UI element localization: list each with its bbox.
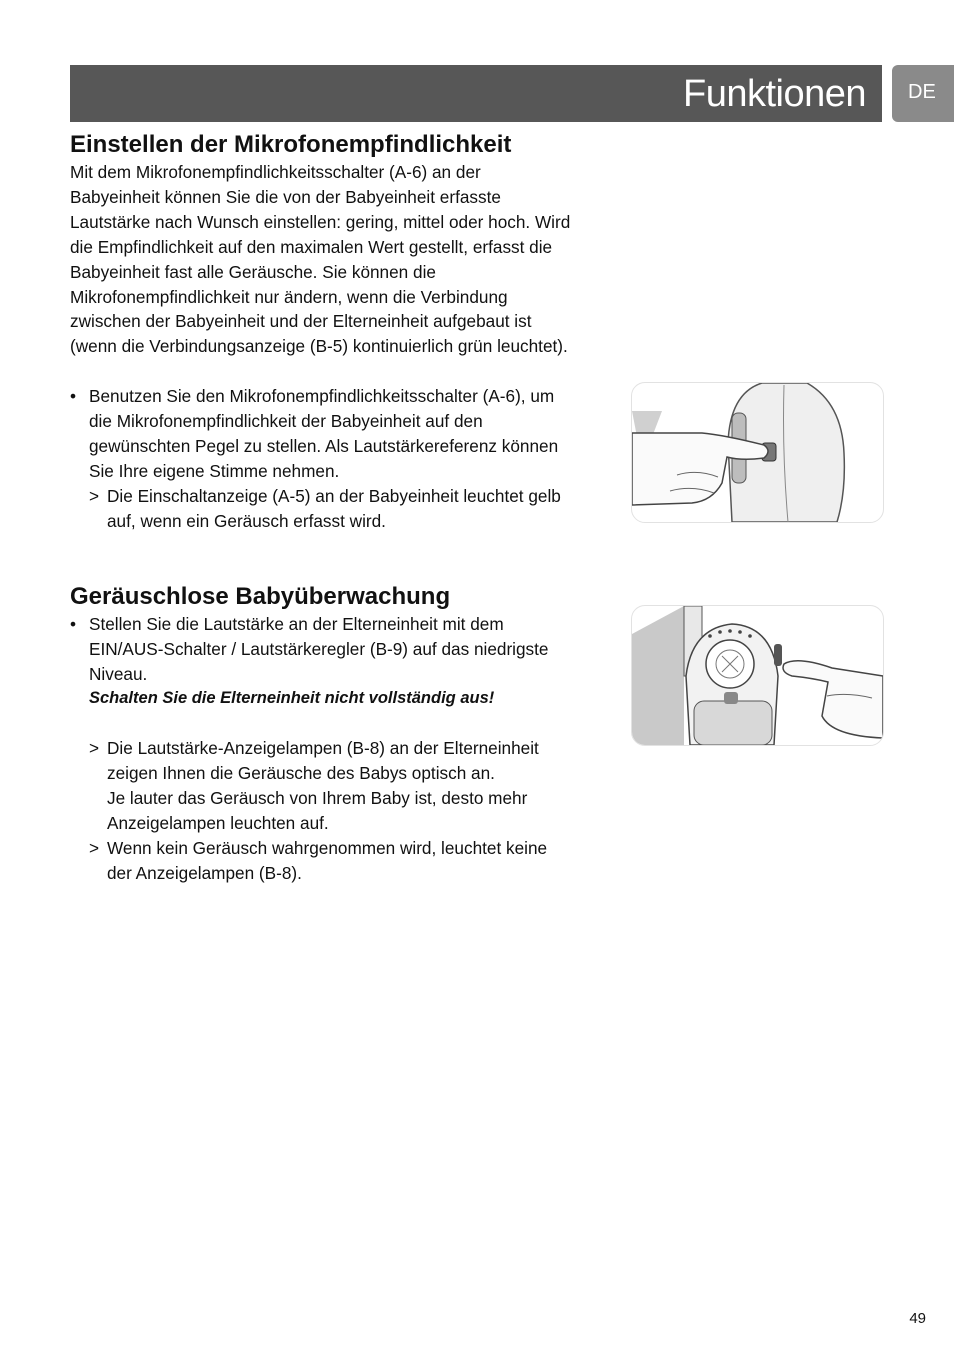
text-line: Mikrofonempfindlichkeit nur ändern, wenn die Verbindung (70, 286, 508, 307)
text-line: zeigen Ihnen die Geräusche des Babys optisch an. (107, 763, 495, 784)
section1-paragraph (70, 160, 615, 359)
section1-bullet (70, 384, 615, 484)
text-line: Sie Ihre eigene Stimme nehmen. (89, 460, 340, 481)
section2-result-1 (70, 736, 615, 836)
text-line: Mit dem Mikrofonempfindlichkeitsschalter (A-6) an der (70, 162, 481, 182)
section2-result-2 (70, 836, 615, 886)
text-line: Je lauter das Geräusch von Ihrem Baby ist, desto mehr (107, 788, 528, 809)
illustration-baby-unit-switch (631, 382, 884, 523)
warning-text: Schalten Sie die Elterneinheit nicht vollständig aus! (89, 689, 495, 708)
text-line: Lautstärke nach Wunsch einstellen: gering, mittel oder hoch. Wird (70, 211, 571, 232)
text-line: Wenn kein Geräusch wahrgenommen wird, leuchtet keine (107, 837, 548, 858)
page-title: Funktionen (682, 73, 866, 115)
bullet-symbol: • (70, 613, 77, 634)
arrow-symbol: > (89, 837, 100, 858)
section1-heading: Einstellen der Mikrofonempfindlichkeit (70, 131, 512, 158)
header-bar (70, 65, 882, 122)
text-line: Babyeinheit können Sie die von der Babyeinheit erfasste (70, 186, 501, 207)
text-line: Die Einschaltanzeige (A-5) an der Babyeinheit leuchtet gelb (107, 485, 561, 506)
text-line: Die Lautstärke-Anzeigelampen (B-8) an der Elterneinheit (107, 738, 539, 759)
section1-result (70, 484, 615, 534)
text-line: der Anzeigelampen (B-8). (107, 862, 302, 883)
illustration-parent-unit-volume (631, 605, 884, 746)
arrow-symbol: > (89, 485, 100, 506)
bullet-symbol: • (70, 386, 77, 407)
content-column (70, 126, 615, 886)
baby-unit-drawing (632, 383, 883, 522)
section2-heading: Geräuschlose Babyüberwachung (70, 582, 451, 610)
text-line: die Mikrofonempfindlichkeit der Babyeinheit auf den (89, 411, 483, 432)
arrow-symbol: > (89, 738, 100, 759)
language-tab (892, 65, 954, 122)
text-line: Niveau. (89, 663, 148, 684)
text-line: EIN/AUS-Schalter / Lautstärkeregler (B-9) auf das niedrigste (89, 638, 549, 659)
text-line: Stellen Sie die Lautstärke an der Elterneinheit mit dem (89, 613, 504, 634)
text-line: zwischen der Babyeinheit und der Elterneinheit aufgebaut ist (70, 311, 532, 332)
language-label: DE (908, 81, 936, 103)
text-line: (wenn die Verbindungsanzeige (B-5) kontinuierlich grün leuchtet). (70, 336, 568, 357)
text-line: Anzeigelampen leuchten auf. (107, 813, 329, 834)
section2-bullet (70, 612, 615, 687)
text-line: die Empfindlichkeit auf den maximalen Wert gestellt, erfasst die (70, 236, 553, 257)
page-number: 49 (909, 1310, 926, 1327)
text-line: Benutzen Sie den Mikrofonempfindlichkeitsschalter (A-6), um (89, 386, 555, 407)
parent-unit-drawing (632, 606, 883, 745)
text-line: auf, wenn ein Geräusch erfasst wird. (107, 510, 386, 531)
text-line: Babyeinheit fast alle Geräusche. Sie können die (70, 261, 436, 282)
text-line: gewünschten Pegel zu stellen. Als Lautstärkereferenz können (89, 436, 559, 457)
